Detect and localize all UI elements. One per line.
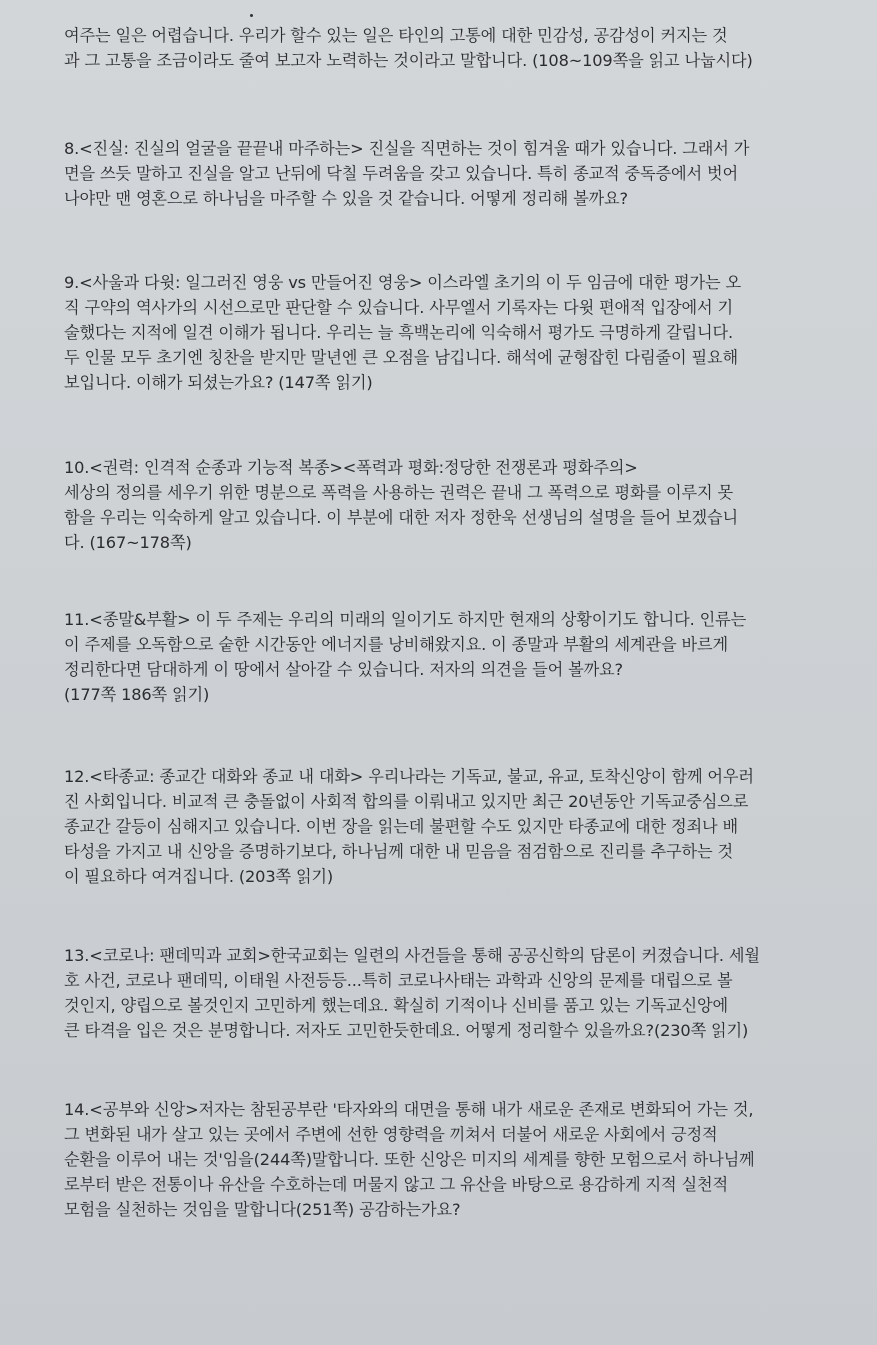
paragraph-line: 과 그 고통을 조금이라도 줄여 보고자 노력하는 것이라고 말합니다. (108~109쪽을 읽고 나눕시다) xyxy=(64,51,753,70)
paragraph-line: 타성을 가지고 내 신앙을 증명하기보다, 하나님께 대한 내 믿음을 점검함으로 진리를 추구하는 것 xyxy=(64,842,733,861)
paragraph-line: 로부터 받은 전통이나 유산을 수호하는데 머물지 않고 그 유산을 바탕으로 용감하게 지적 실천적 xyxy=(64,1175,728,1194)
ink-dot-mark xyxy=(250,14,253,17)
question-paragraph xyxy=(64,607,824,707)
paragraph-line: 큰 타격을 입은 것은 분명합니다. 저자도 고민한듯한데요. 어떻게 정리할수 있을까요?(230쪽 읽기) xyxy=(64,1021,749,1040)
question-paragraph xyxy=(64,1097,824,1222)
paragraph-line: 호 사건, 코로나 팬데믹, 이태원 사전등등...특히 코로나사태는 과학과 신앙의 문제를 대립으로 볼 xyxy=(64,971,733,990)
paragraph-line: 9.<사울과 다윗: 일그러진 영웅 vs 만들어진 영웅> 이스라엘 초기의 이 두 임금에 대한 평가는 오 xyxy=(64,273,741,292)
paragraph-line: 두 인물 모두 초기엔 칭찬을 받지만 말년엔 큰 오점을 남깁니다. 해석에 균형잡힌 다림줄이 필요해 xyxy=(64,348,738,367)
paragraph-line: 정리한다면 담대하게 이 땅에서 살아갈 수 있습니다. 저자의 의견을 들어 볼까요? xyxy=(64,660,623,679)
paragraph-line: 함을 우리는 익숙하게 알고 있습니다. 이 부분에 대한 저자 정한욱 선생님의 설명을 들어 보겠습니 xyxy=(64,508,738,527)
paragraph-line: 세상의 정의를 세우기 위한 명분으로 폭력을 사용하는 권력은 끝내 그 폭력으로 평화를 이루지 못 xyxy=(64,483,733,502)
paragraph-line: 종교간 갈등이 심해지고 있습니다. 이번 장을 읽는데 불편할 수도 있지만 타종교에 대한 정죄나 배 xyxy=(64,817,738,836)
paragraph-line: 10.<권력: 인격적 순종과 기능적 복종><폭력과 평화:정당한 전쟁론과 평화주의> xyxy=(64,458,638,477)
paragraph-line: 이 주제를 오독함으로 숱한 시간동안 에너지를 낭비해왔지요. 이 종말과 부활의 세계관을 바르게 xyxy=(64,635,728,654)
paragraph-line: 그 변화된 내가 살고 있는 곳에서 주변에 선한 영향력을 끼쳐서 더불어 새로운 사회에서 긍정적 xyxy=(64,1125,718,1144)
question-paragraph xyxy=(64,455,824,555)
question-paragraph xyxy=(64,136,824,211)
question-paragraph xyxy=(64,943,824,1043)
paragraph-line: 8.<진실: 진실의 얼굴을 끝끝내 마주하는> 진실을 직면하는 것이 힘겨울 때가 있습니다. 그래서 가 xyxy=(64,139,750,158)
paragraph-line: 진 사회입니다. 비교적 큰 충돌없이 사회적 합의를 이뤄내고 있지만 최근 20년동안 기독교중심으로 xyxy=(64,792,749,811)
paragraph-line: 순환을 이루어 내는 것'임을(244쪽)말합니다. 또한 신앙은 미지의 세계를 향한 모험으로서 하나님께 xyxy=(64,1150,755,1169)
paragraph-line: 여주는 일은 어렵습니다. 우리가 할수 있는 일은 타인의 고통에 대한 민감성, 공감성이 커지는 것 xyxy=(64,26,728,45)
question-paragraph xyxy=(64,23,824,73)
question-paragraph xyxy=(64,764,824,889)
paragraph-line: 술했다는 지적에 일견 이해가 됩니다. 우리는 늘 흑백논리에 익숙해서 평가도 극명하게 갈립니다. xyxy=(64,323,733,342)
paragraph-line: 12.<타종교: 종교간 대화와 종교 내 대화> 우리나라는 기독교, 불교, 유교, 토착신앙이 함께 어우러 xyxy=(64,767,754,786)
question-paragraph xyxy=(64,270,824,395)
paragraph-line: 나야만 맨 영혼으로 하나님을 마주할 수 있을 것 같습니다. 어떻게 정리해 볼까요? xyxy=(64,189,628,208)
paragraph-line: 보입니다. 이해가 되셨는가요? (147쪽 읽기) xyxy=(64,373,373,392)
paragraph-line: 모험을 실천하는 것임을 말합니다(251쪽) 공감하는가요? xyxy=(64,1200,461,1219)
paragraph-line: 면을 쓰듯 말하고 진실을 알고 난뒤에 닥칠 두려움을 갖고 있습니다. 특히 종교적 중독증에서 벗어 xyxy=(64,164,738,183)
paragraph-line: 다. (167~178쪽) xyxy=(64,533,192,552)
paragraph-line: 직 구약의 역사가의 시선으로만 판단할 수 있습니다. 사무엘서 기록자는 다윗 편애적 입장에서 기 xyxy=(64,298,733,317)
paragraph-line: (177쪽 186쪽 읽기) xyxy=(64,685,210,704)
paragraph-line: 11.<종말&부활> 이 두 주제는 우리의 미래의 일이기도 하지만 현재의 상황이기도 합니다. 인류는 xyxy=(64,610,747,629)
paragraph-line: 것인지, 양립으로 볼것인지 고민하게 했는데요. 확실히 기적이나 신비를 품고 있는 기독교신앙에 xyxy=(64,996,728,1015)
paragraph-line: 14.<공부와 신앙>저자는 참된공부란 '타자와의 대면을 통해 내가 새로운 존재로 변화되어 가는 것, xyxy=(64,1100,754,1119)
paragraph-line: 13.<코로나: 팬데믹과 교회>한국교회는 일련의 사건들을 통해 공공신학의 담론이 커졌습니다. 세월 xyxy=(64,946,760,965)
paragraph-line: 이 필요하다 여겨집니다. (203쪽 읽기) xyxy=(64,867,334,886)
